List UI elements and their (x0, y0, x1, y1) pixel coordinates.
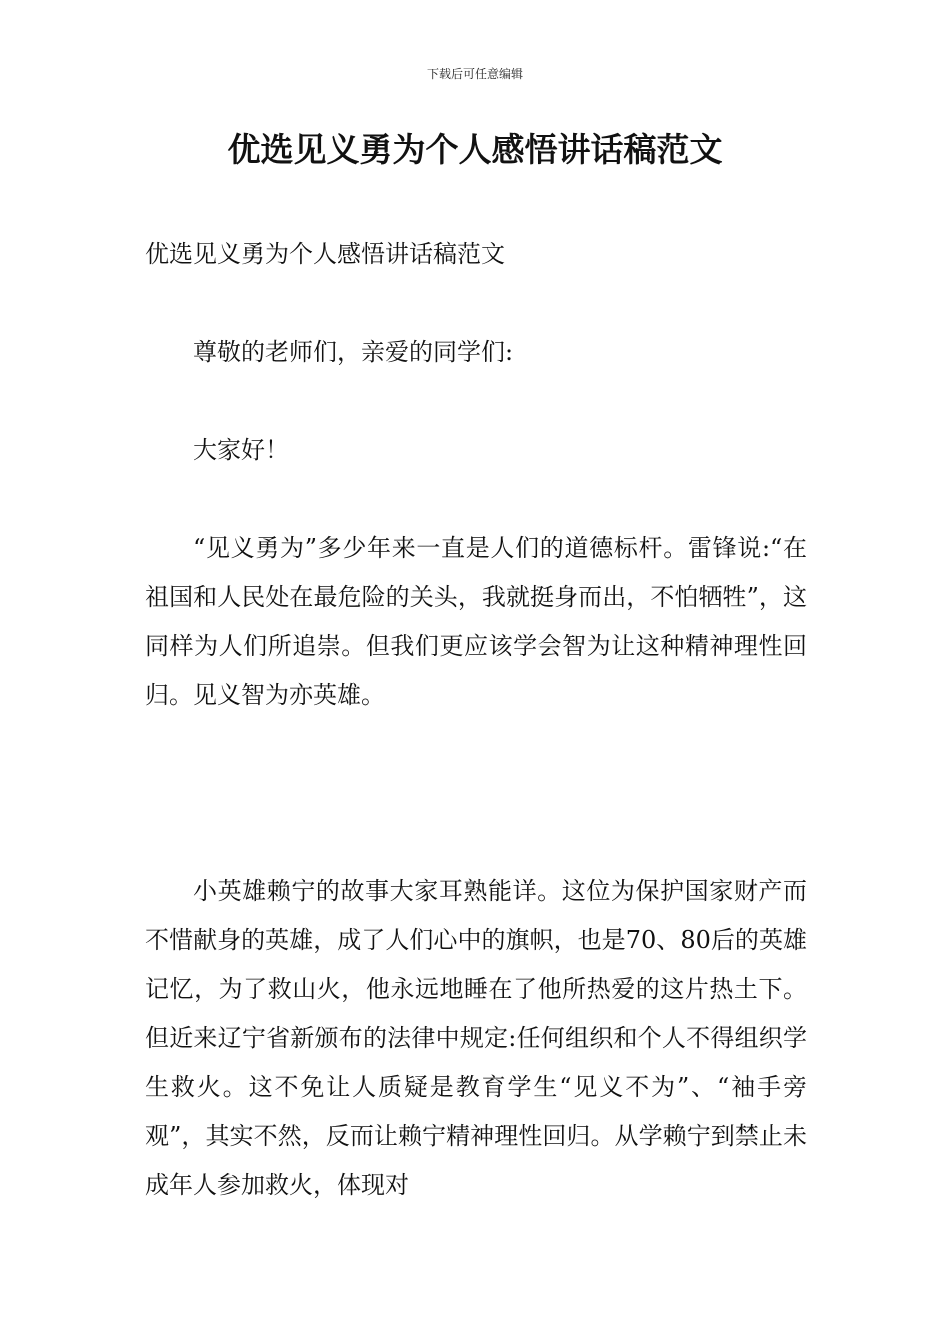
salutation: 尊敬的老师们，亲爱的同学们: (193, 338, 514, 366)
document-subtitle: 优选见义勇为个人感悟讲话稿范文 (145, 240, 505, 268)
header-note: 下载后可任意编辑 (426, 67, 523, 81)
body-paragraph: 小英雄赖宁的故事大家耳熟能详。这位为保护国家财产而不惜献身的英雄，成了人们心中的旗帜，也是70、80后的英雄记忆，为了救山火，他永远地睡在了他所热爱的这片热土下。但近来辽宁省新颁布的法律中规定:任何组织和个人不得组织学生救火。这不免让人质疑是教育学生“见义不为”、“袖手旁观”，其实不然，反而让赖宁精神理性回归。从学赖宁到禁止未成年人参加救火，体现对 (145, 877, 807, 1199)
document-body (145, 230, 807, 1210)
body-paragraph: “见义勇为”多少年来一直是人们的道德标杆。雷锋说:“在祖国和人民处在最危险的关头，我就挺身而出，不怕牺牲”，这同样为人们所追崇。但我们更应该学会智为让这种精神理性回归。见义智为亦英雄。 (145, 534, 807, 709)
greeting: 大家好！ (193, 436, 289, 464)
page-title: 优选见义勇为个人感悟讲话稿范文 (227, 130, 723, 169)
